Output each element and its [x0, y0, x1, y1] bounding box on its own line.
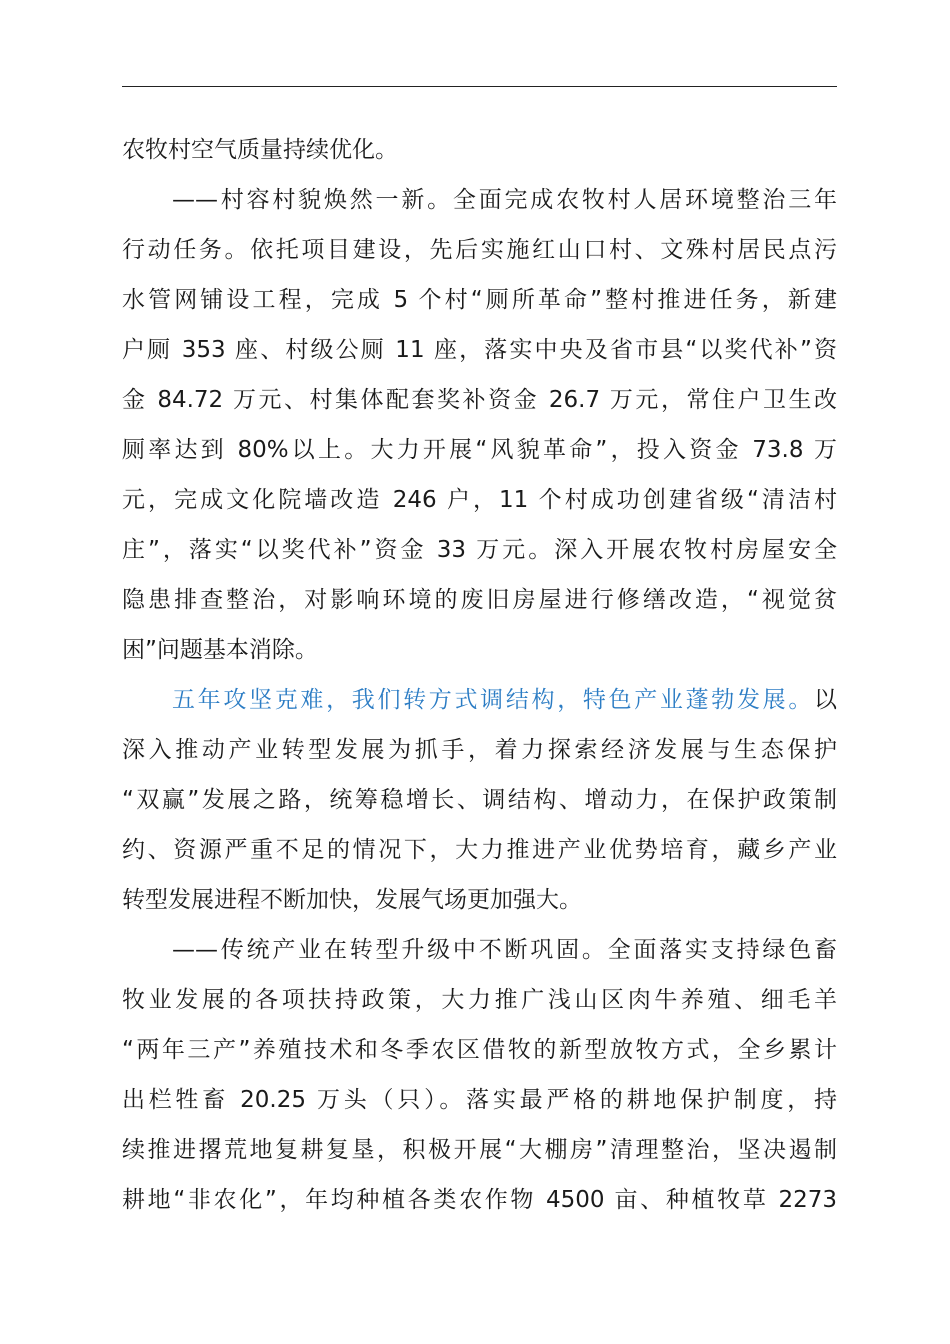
text-line	[122, 975, 837, 1025]
line-text: ——村容村貌焕然一新。全面完成农牧村人居环境整治三年	[172, 187, 837, 213]
text-line	[122, 1175, 837, 1225]
line-text: 厕率达到 80%以上。大力开展“风貌革命”，投入资金 73.8 万	[122, 437, 837, 463]
line-text: ——传统产业在转型升级中不断巩固。全面落实支持绿色畜	[172, 937, 837, 963]
line-text: 以	[814, 687, 837, 713]
text-line	[122, 825, 837, 875]
document-body	[122, 125, 837, 1225]
text-line	[122, 175, 837, 225]
text-line	[122, 525, 837, 575]
text-line	[122, 925, 837, 975]
line-text: “双赢”发展之路，统筹稳增长、调结构、增动力，在保护政策制	[122, 787, 837, 813]
text-line	[122, 725, 837, 775]
text-line	[122, 575, 837, 625]
line-text: “两年三产”养殖技术和冬季农区借牧的新型放牧方式，全乡累计	[122, 1037, 837, 1063]
text-line	[122, 275, 837, 325]
line-text: 续推进撂荒地复耕复垦，积极开展“大棚房”清理整治，坚决遏制	[122, 1137, 837, 1163]
text-line	[122, 125, 837, 175]
line-text: 庄”，落实“以奖代补”资金 33 万元。深入开展农牧村房屋安全	[122, 537, 837, 563]
text-line	[122, 425, 837, 475]
text-line	[122, 875, 837, 925]
text-line	[122, 625, 837, 675]
line-text: 出栏牲畜 20.25 万头（只）。落实最严格的耕地保护制度，持	[122, 1087, 837, 1113]
text-line	[122, 375, 837, 425]
line-text: 耕地“非农化”，年均种植各类农作物 4500 亩、种植牧草 2273	[122, 1187, 837, 1213]
section-heading: 五年攻坚克难，我们转方式调结构，特色产业蓬勃发展。	[172, 687, 814, 713]
text-line	[122, 675, 837, 725]
line-text: 农牧村空气质量持续优化。	[122, 137, 398, 163]
text-line	[122, 475, 837, 525]
line-text: 深入推动产业转型发展为抓手，着力探索经济发展与生态保护	[122, 737, 837, 763]
text-line	[122, 325, 837, 375]
line-text: 隐患排查整治，对影响环境的废旧房屋进行修缮改造，“视觉贫	[122, 587, 837, 613]
line-text: 转型发展进程不断加快，发展气场更加强大。	[122, 887, 582, 913]
line-text: 金 84.72 万元、村集体配套奖补资金 26.7 万元，常住户卫生改	[122, 387, 837, 413]
line-text: 户厕 353 座、村级公厕 11 座，落实中央及省市县“以奖代补”资	[122, 337, 837, 363]
header-rule	[122, 86, 837, 87]
line-text: 困”问题基本消除。	[122, 637, 318, 663]
line-text: 元，完成文化院墙改造 246 户，11 个村成功创建省级“清洁村	[122, 487, 837, 513]
line-text: 牧业发展的各项扶持政策，大力推广浅山区肉牛养殖、细毛羊	[122, 987, 837, 1013]
text-line	[122, 775, 837, 825]
text-line	[122, 1025, 837, 1075]
text-line	[122, 1075, 837, 1125]
line-text: 约、资源严重不足的情况下，大力推进产业优势培育，藏乡产业	[122, 837, 837, 863]
text-line	[122, 1125, 837, 1175]
line-text: 水管网铺设工程，完成 5 个村“厕所革命”整村推进任务，新建	[122, 287, 837, 313]
text-line	[122, 225, 837, 275]
line-text: 行动任务。依托项目建设，先后实施红山口村、文殊村居民点污	[122, 237, 837, 263]
